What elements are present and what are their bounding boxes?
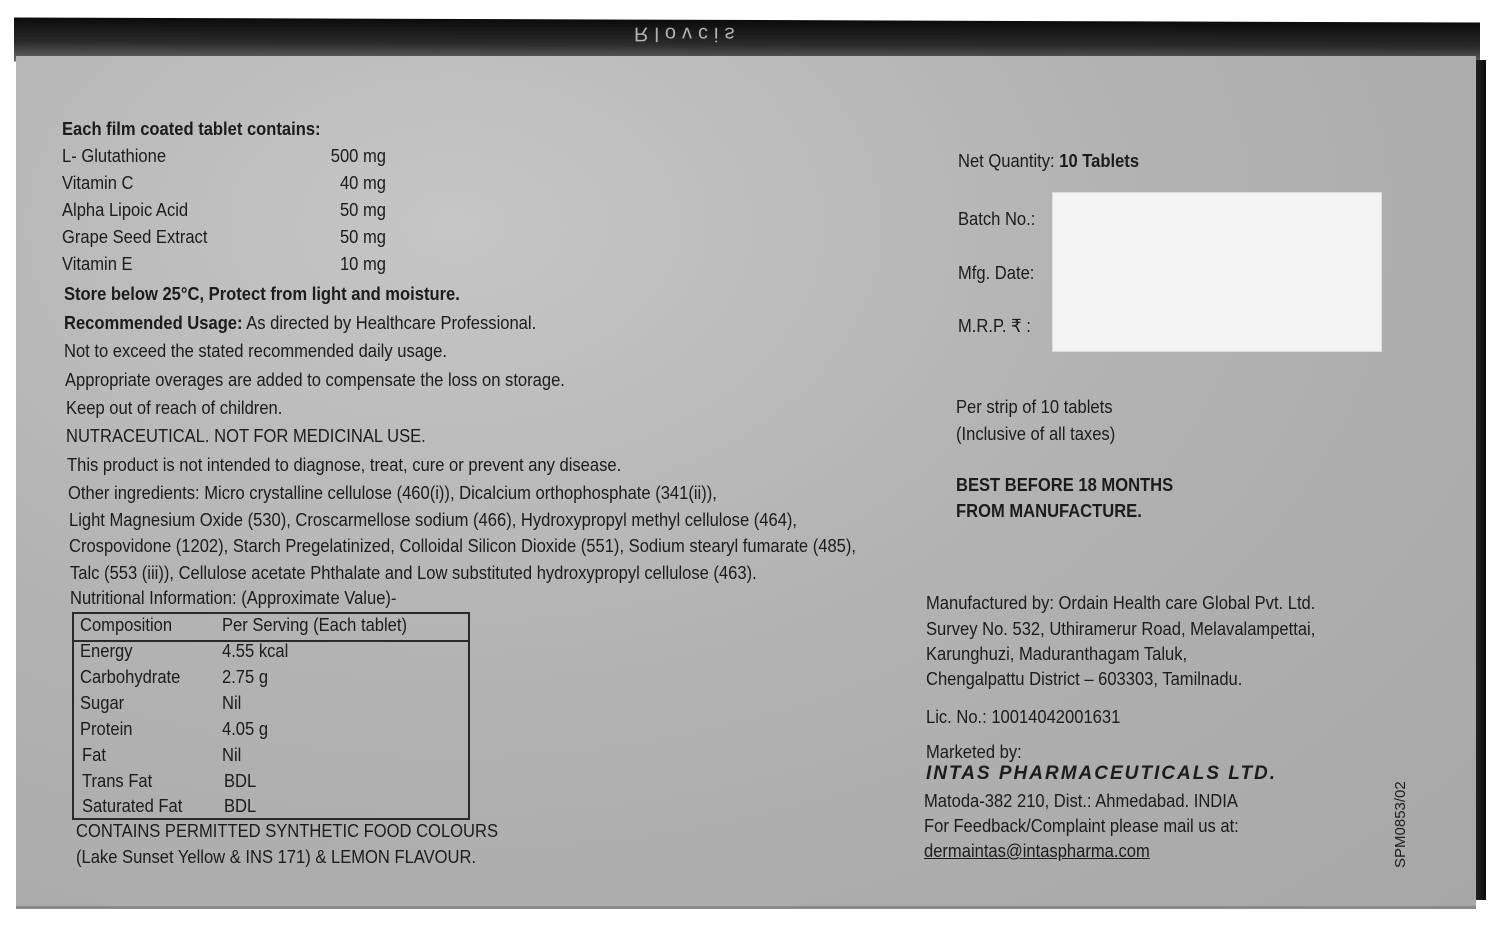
batch-print-area [1052, 192, 1382, 352]
table-row-name: Protein [80, 719, 133, 739]
table-row-value: Nil [222, 745, 242, 765]
nutrition-table [72, 612, 470, 820]
feedback-text: For Feedback/Complaint please mail us at: [924, 816, 1239, 836]
colours-line: CONTAINS PERMITTED SYNTHETIC FOOD COLOURS [76, 821, 499, 841]
nutrition-title: Nutritional Information: (Approximate Value)- [70, 588, 397, 608]
table-row-name: Carbohydrate [80, 667, 181, 687]
best-before-line: FROM MANUFACTURE. [956, 501, 1142, 521]
table-row-name: Sugar [80, 693, 125, 713]
best-before-line: BEST BEFORE 18 MONTHS [956, 475, 1174, 495]
manufacturer-line: Survey No. 532, Uthiramerur Road, Melavalampettai, [926, 619, 1316, 639]
table-header-composition: Composition [80, 615, 173, 635]
inclusive-taxes-text: (Inclusive of all taxes) [956, 424, 1116, 444]
ingredient-name: Vitamin E [62, 254, 133, 274]
net-quantity-label: Net Quantity: [958, 151, 1060, 171]
manufacturer-line: Manufactured by: Ordain Health care Global Pvt. Ltd. [926, 593, 1316, 613]
marketed-by-label: Marketed by: [926, 742, 1022, 762]
usage-label: Recommended Usage: [64, 313, 243, 333]
net-quantity-value: 10 Tablets [1059, 151, 1140, 171]
other-ingredients-line: Talc (553 (iii)), Cellulose acetate Phthalate and Low substituted hydroxypropyl cellulose (463). [70, 563, 757, 583]
composition-heading: Each film coated tablet contains: [62, 119, 321, 139]
net-quantity [958, 150, 1139, 172]
ingredient-amount: 500 mg [330, 146, 386, 166]
table-row-name: Saturated Fat [82, 796, 183, 816]
company-name: INTAS PHARMACEUTICALS LTD. [926, 763, 1278, 784]
storage-text: Store below 25°C, Protect from light and moisture. [64, 284, 460, 304]
mrp-label: M.R.P. ₹ : [958, 316, 1031, 336]
ingredient-amount: 40 mg [339, 173, 386, 193]
other-ingredients-line: Crospovidone (1202), Starch Pregelatinized, Colloidal Silicon Dioxide (551), Sodium stearyl fumarate (485), [69, 536, 856, 556]
daily-usage-text: Not to exceed the stated recommended daily usage. [64, 341, 447, 361]
ingredient-amount: 10 mg [339, 254, 386, 274]
lid-brand-text: Rlovcis [634, 22, 741, 45]
children-text: Keep out of reach of children. [66, 398, 283, 418]
ingredient-name: Vitamin C [62, 173, 134, 193]
manufacturer-line: Chengalpattu District – 603303, Tamilnadu. [926, 669, 1243, 689]
table-row-value: 4.05 g [222, 719, 269, 739]
table-row-value: Nil [222, 693, 242, 713]
ingredient-amount: 50 mg [339, 227, 386, 247]
feedback-email: dermaintas@intaspharma.com [924, 841, 1150, 861]
table-row-value: BDL [224, 796, 257, 816]
company-address: Matoda-382 210, Dist.: Ahmedabad. INDIA [924, 791, 1238, 811]
manufacturer-line: Karunghuzi, Maduranthagam Taluk, [926, 644, 1188, 664]
per-strip-text: Per strip of 10 tablets [956, 397, 1113, 417]
ingredient-name: L- Glutathione [62, 146, 167, 166]
ingredient-name: Grape Seed Extract [62, 227, 208, 247]
table-row-value: 2.75 g [222, 667, 269, 687]
overages-text: Appropriate overages are added to compensate the loss on storage. [65, 370, 565, 390]
table-row-value: BDL [224, 771, 257, 791]
batch-label: Batch No.: [958, 209, 1036, 229]
print-code: SPM0853/02 [1392, 781, 1409, 868]
table-row-value: 4.55 kcal [222, 641, 289, 661]
table-row-name: Energy [80, 641, 133, 661]
table-row-name: Trans Fat [82, 771, 153, 791]
other-ingredients-line: Light Magnesium Oxide (530), Croscarmellose sodium (466), Hydroxypropyl methyl cellulose (464), [69, 510, 798, 530]
nutraceutical-text: NUTRACEUTICAL. NOT FOR MEDICINAL USE. [66, 426, 426, 446]
usage-text: As directed by Healthcare Professional. [242, 313, 537, 333]
other-ingredients-line: Other ingredients: Micro crystalline cellulose (460(i)), Dicalcium orthophosphate (341(ii)), [68, 483, 717, 503]
license-number: Lic. No.: 10014042001631 [926, 707, 1121, 727]
table-header-per-serving: Per Serving (Each tablet) [222, 615, 408, 635]
table-row-name: Fat [82, 745, 106, 765]
mfg-date-label: Mfg. Date: [958, 263, 1035, 283]
colours-line: (Lake Sunset Yellow & INS 171) & LEMON FLAVOUR. [76, 847, 477, 867]
ingredient-amount: 50 mg [339, 200, 386, 220]
usage-line [64, 312, 536, 334]
disclaimer-text: This product is not intended to diagnose, treat, cure or prevent any disease. [67, 455, 622, 475]
ingredient-name: Alpha Lipoic Acid [62, 200, 189, 220]
